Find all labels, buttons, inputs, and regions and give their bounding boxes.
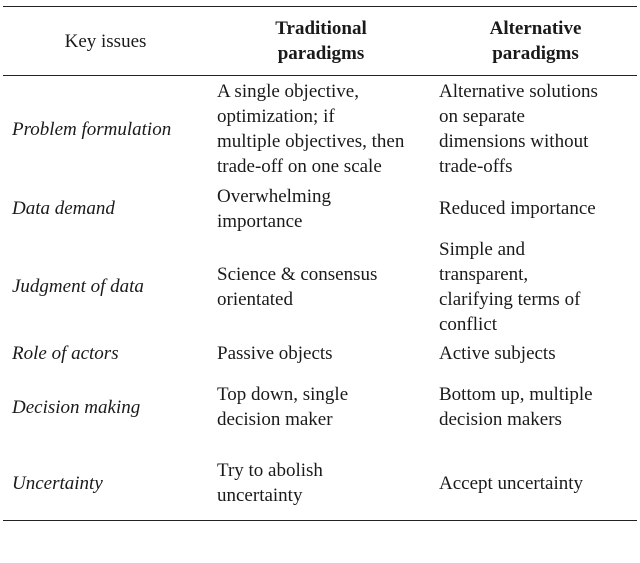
table-row [3, 182, 637, 235]
row-issue-label: Data demand [12, 198, 115, 219]
table-header [3, 7, 637, 76]
row-alternative-text: Alternative solutions on separate dimensions without trade-offs [439, 81, 598, 177]
row-issue-label: Decision making [12, 396, 141, 418]
table-row [3, 235, 637, 338]
row-traditional-text: Top down, single decision maker [217, 384, 349, 430]
table-row [3, 368, 637, 446]
row-traditional-text: Science & consensus orientated [217, 263, 378, 310]
row-alternative-cell [434, 235, 637, 338]
table-row [3, 338, 637, 368]
row-alternative-cell [434, 368, 637, 446]
header-alternative-label: Alternative paradigms [489, 18, 582, 64]
row-issue-cell [3, 182, 208, 235]
table-row [3, 76, 637, 183]
row-issue-cell [3, 76, 208, 183]
row-alternative-cell [434, 182, 637, 235]
row-issue-label: Judgment of data [12, 276, 144, 297]
row-traditional-cell [208, 446, 434, 521]
row-alternative-cell [434, 76, 637, 183]
row-traditional-cell [208, 338, 434, 368]
row-traditional-text: Try to abolish uncertainty [217, 460, 323, 506]
row-issue-cell [3, 235, 208, 338]
row-alternative-cell [434, 338, 637, 368]
row-traditional-text: A single objective, optimization; if multiple objectives, then trade-off on one scale [217, 81, 405, 177]
row-traditional-cell [208, 368, 434, 446]
row-traditional-cell [208, 182, 434, 235]
row-alternative-text: Bottom up, multiple decision makers [439, 384, 593, 430]
row-issue-cell [3, 446, 208, 521]
row-issue-label: Uncertainty [12, 472, 103, 494]
header-key-issues-label: Key issues [64, 30, 147, 52]
row-issue-cell [3, 368, 208, 446]
header-key-issues [3, 7, 208, 76]
row-traditional-text: Overwhelming importance [217, 185, 331, 232]
row-traditional-cell [208, 235, 434, 338]
header-row [3, 7, 637, 76]
table-row [3, 446, 637, 521]
header-traditional-label: Traditional paradigms [275, 18, 367, 64]
row-traditional-cell [208, 76, 434, 183]
row-alternative-text: Accept uncertainty [439, 472, 584, 494]
row-alternative-cell [434, 446, 637, 521]
row-traditional-text: Passive objects [217, 342, 333, 364]
row-issue-label: Problem formulation [12, 118, 172, 140]
row-alternative-text: Simple and transparent, clarifying terms of conflict [439, 238, 581, 335]
row-issue-label: Role of actors [12, 342, 119, 364]
table-body [3, 76, 637, 521]
row-issue-cell [3, 338, 208, 368]
paradigms-comparison-table [3, 6, 637, 521]
row-alternative-text: Active subjects [439, 342, 556, 364]
header-alternative-paradigms [434, 7, 637, 76]
row-alternative-text: Reduced importance [439, 198, 596, 219]
header-traditional-paradigms [208, 7, 434, 76]
